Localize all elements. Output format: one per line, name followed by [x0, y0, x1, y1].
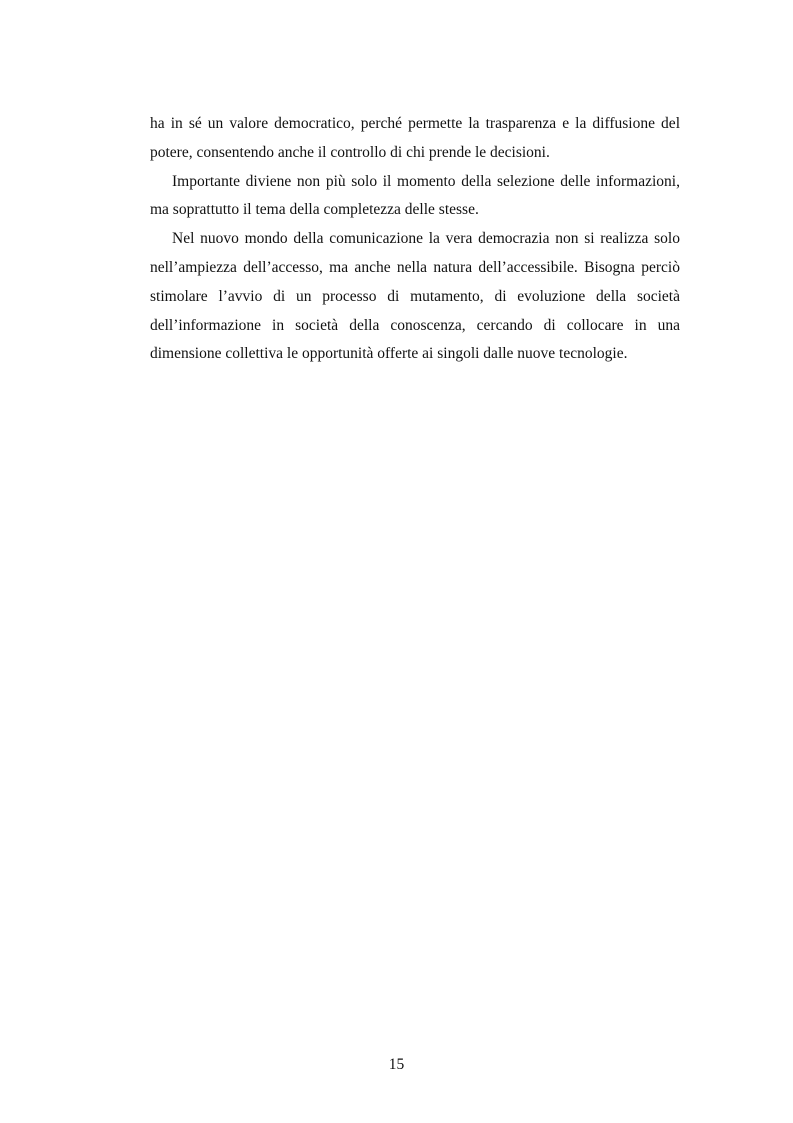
page-number: 15 [388, 1056, 405, 1073]
paragraph-3: Nel nuovo mondo della comunicazione la vera democrazia non si realizza solo nell’ampiezza dell’accesso, ma anche nella natura dell’accessibile. Bisogna perciò stimolare l’avvio di un processo di mutamento, di evoluzione della società dell’informazione in società della conoscenza, cercando di collocare in una dimensione collettiva le opportunità offerte ai singoli dalle nuove tecnologie. [150, 230, 680, 363]
paragraph-1: ha in sé un valore democratico, perché permette la trasparenza e la diffusione del potere, consentendo anche il controllo di chi prende le decisioni. [150, 115, 680, 161]
body-text [150, 110, 680, 369]
paragraph-2: Importante diviene non più solo il momento della selezione delle informazioni, ma soprattutto il tema della completezza delle stesse. [150, 172, 680, 219]
